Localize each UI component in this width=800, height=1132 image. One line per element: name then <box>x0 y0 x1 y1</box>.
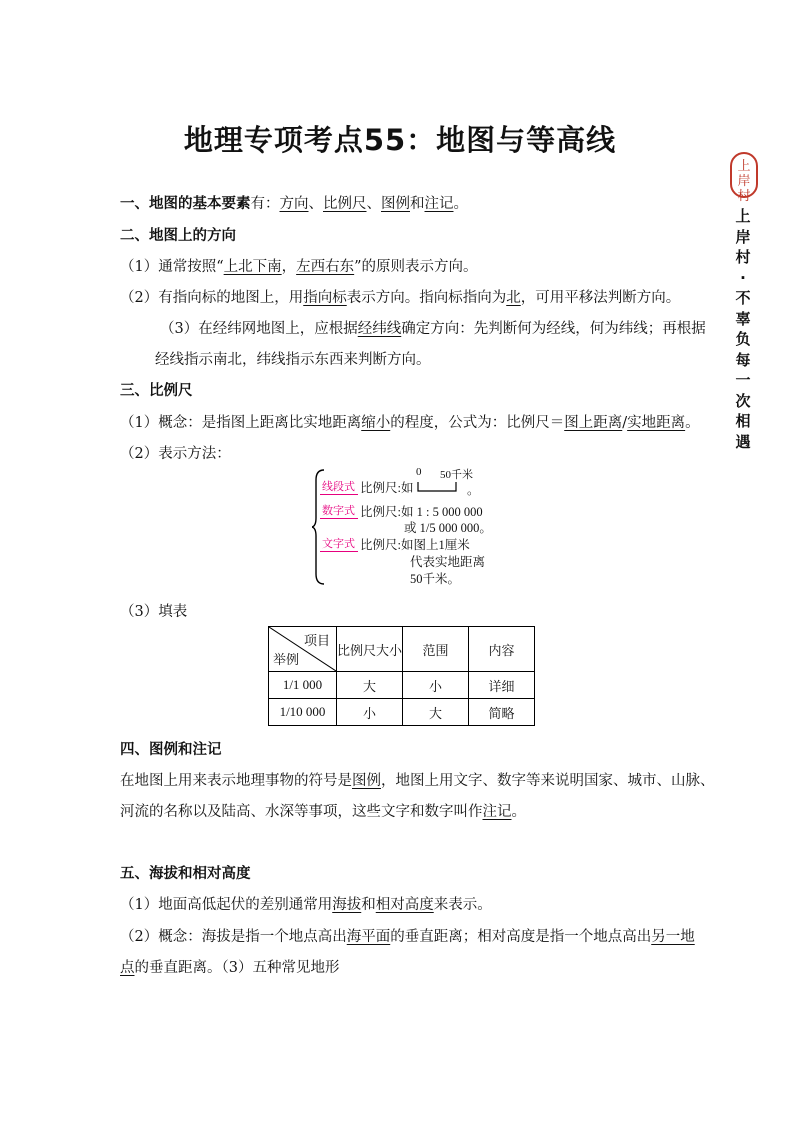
table-row <box>269 672 535 699</box>
term: 注记 <box>482 804 512 820</box>
scale-zero: 0 <box>416 466 422 478</box>
section-5-p1 <box>120 893 492 914</box>
text: 和 <box>410 196 425 212</box>
table-row <box>269 699 535 726</box>
term: 相对高度 <box>375 897 434 913</box>
table-header-row <box>269 627 535 672</box>
section-3-p1 <box>120 411 700 432</box>
text: 有： <box>250 196 280 212</box>
table-cell: 简略 <box>469 699 535 726</box>
text: 表示方向。指向标指向为 <box>346 290 507 306</box>
section-2-p1 <box>120 255 478 276</box>
text: / <box>622 415 628 431</box>
term-direction: 方向 <box>279 196 309 212</box>
table-cell: 大 <box>337 672 403 699</box>
section-3-p2: （2）表示方法： <box>120 446 231 462</box>
section-2-p3-line2: 经线指示南北，纬线指示东西来判断方向。 <box>155 352 431 368</box>
scale-methods-figure <box>312 466 492 588</box>
text: 来表示。 <box>433 897 492 913</box>
scale-numeric-label: 比例尺:如 1 : 5 000 000 <box>360 505 483 519</box>
table-cell: 大 <box>403 699 469 726</box>
text: 。 <box>453 196 468 212</box>
side-slogan: 上岸村·不辜负每一次相遇 <box>735 207 751 451</box>
term-legend: 图例 <box>381 196 410 212</box>
text: 在地图上用来表示地理事物的符号是 <box>120 773 352 789</box>
term: 北 <box>506 290 521 306</box>
text: ， <box>281 259 297 275</box>
tag-text-scale: 文字式 <box>322 537 355 550</box>
text: （3）在经纬网地图上，应根据 <box>160 321 358 337</box>
text: 确定方向：先判断何为经线，何为纬线；再根据 <box>401 321 706 337</box>
table-header: 比例尺大小 <box>337 627 403 672</box>
text: 的垂直距离；相对高度是指一个地点高出 <box>390 929 652 945</box>
section-3-heading: 三、比例尺 <box>120 383 193 399</box>
text: ，地图上用文字、数字等来说明国家、城市、山脉、 <box>381 773 715 789</box>
text: （1）地面高低起伏的差别通常用 <box>120 897 333 913</box>
scale-dot: 。 <box>467 483 480 497</box>
tag-underline <box>320 551 358 552</box>
tag-underline <box>320 518 358 519</box>
section-4-heading: 四、图例和注记 <box>120 742 222 758</box>
term: 实地距离 <box>627 415 686 431</box>
tag-underline <box>320 494 358 495</box>
scale-text-label-3: 50千米。 <box>410 572 461 586</box>
term: 另一地 <box>651 929 695 945</box>
section-1-heading: 一、地图的基本要素 <box>120 196 251 212</box>
text: 河流的名称以及陆高、水深等事项，这些文字和数字叫作 <box>120 804 483 820</box>
table-header: 内容 <box>469 627 535 672</box>
text: 的垂直距离。（3）五种常见地形 <box>134 960 340 976</box>
term: 点 <box>120 960 135 976</box>
section-2-p3 <box>160 317 706 338</box>
text: ”的原则表示方向。 <box>354 259 478 275</box>
section-3-p3: （3）填表 <box>120 604 188 620</box>
table-cell: 小 <box>337 699 403 726</box>
text: （1）通常按照“ <box>120 259 224 275</box>
section-1 <box>120 192 468 213</box>
table-cell: 1/10 000 <box>269 699 337 726</box>
tag-numeric-scale: 数字式 <box>322 504 355 517</box>
scale-line-label: 比例尺:如 <box>360 481 414 495</box>
text: 、 <box>366 196 381 212</box>
section-2-heading: 二、地图上的方向 <box>120 228 236 244</box>
text: （2）概念：海拔是指一个地点高出 <box>120 929 347 945</box>
table-cell: 小 <box>403 672 469 699</box>
term: 缩小 <box>361 415 391 431</box>
table-corner-cell <box>269 627 337 672</box>
scale-comparison-table <box>268 626 535 726</box>
text: 。 <box>511 804 526 820</box>
text: 。 <box>685 415 700 431</box>
term-annotation: 注记 <box>424 196 454 212</box>
page-title: 地理专项考点55：地图与等高线 <box>183 123 617 157</box>
corner-bottom-label: 举例 <box>273 652 300 667</box>
corner-top-label: 项目 <box>303 633 330 648</box>
term: 上北下南 <box>223 259 282 275</box>
scale-text-label-2: 代表实地距离 <box>410 555 486 569</box>
term: 左西右东 <box>296 259 355 275</box>
section-5-p2 <box>120 925 695 946</box>
section-5-heading: 五、海拔和相对高度 <box>120 866 251 882</box>
term: 图上距离 <box>564 415 623 431</box>
term-scale: 比例尺 <box>323 196 367 212</box>
term: 海拔 <box>332 897 362 913</box>
section-2-p2 <box>120 286 680 307</box>
term: 指向标 <box>303 290 347 306</box>
seal-stamp: 上岸村 <box>730 152 758 198</box>
text: （2）有指向标的地图上，用 <box>120 290 304 306</box>
section-4-l1 <box>120 769 715 790</box>
text: 和 <box>361 897 376 913</box>
table-header: 范围 <box>403 627 469 672</box>
term: 经纬线 <box>357 321 402 337</box>
tag-line-scale: 线段式 <box>322 480 355 493</box>
section-5-p2-line2 <box>120 956 339 977</box>
scale-numeric-label-2: 或 1/5 000 000。 <box>404 521 492 535</box>
section-4-l2 <box>120 800 526 821</box>
table-cell: 详细 <box>469 672 535 699</box>
table-cell: 1/1 000 <box>269 672 337 699</box>
text: ，可用平移法判断方向。 <box>520 290 681 306</box>
term: 图例 <box>352 773 381 789</box>
text: （1）概念：是指图上距离比实地距离 <box>120 415 362 431</box>
term: 海平面 <box>346 929 391 945</box>
scale-text-label: 比例尺:如图上1厘米 <box>360 538 470 552</box>
text: 、 <box>308 196 323 212</box>
text: 的程度，公式为：比例尺＝ <box>390 415 565 431</box>
scale-50km: 50千米 <box>440 469 473 481</box>
